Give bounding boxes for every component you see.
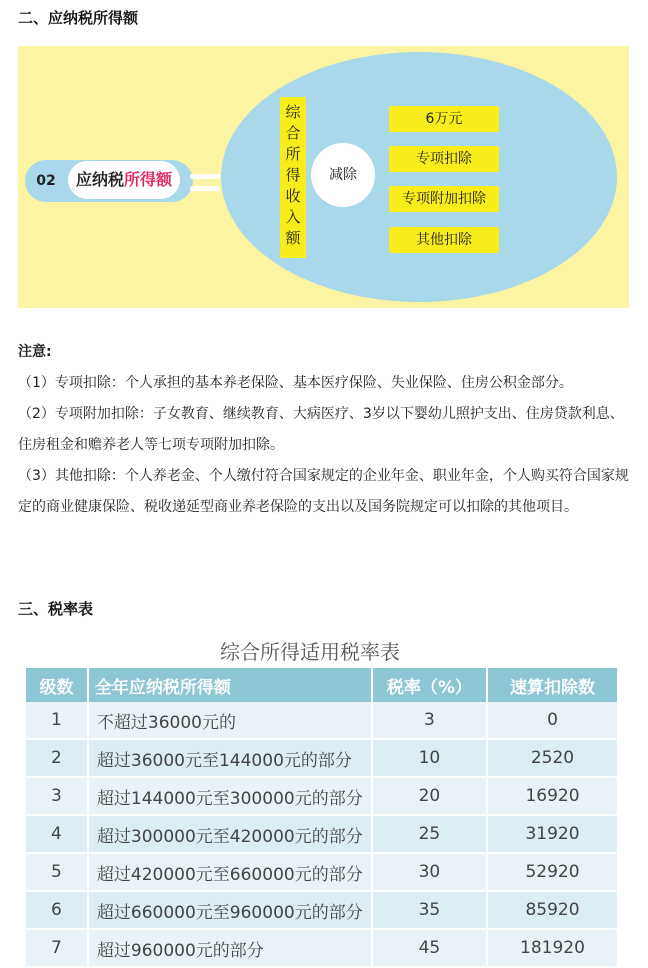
taxable-income-diagram (18, 46, 629, 308)
cell-quick-deduction: 181920 (487, 929, 618, 967)
cell-quick-deduction: 2520 (487, 739, 618, 777)
cell-level: 7 (26, 929, 88, 967)
header-range: 全年应纳税所得额 (88, 668, 372, 702)
header-level: 级数 (26, 668, 88, 702)
deduction-box: 专项扣除 (389, 146, 499, 172)
note-item: （3）其他扣除：个人养老金、个人缴付符合国家规定的企业年金、职业年金，个人购买符合国家规定的商业健康保险、税收递延型商业养老保险的支出以及国务院规定可以扣除的其他项目。 (18, 468, 629, 515)
cell-level: 6 (26, 891, 88, 929)
deduction-box: 6万元 (389, 106, 499, 132)
table-row (26, 777, 618, 815)
section-title-taxable-income: 二、应纳税所得额 (18, 9, 139, 27)
cell-level: 5 (26, 853, 88, 891)
cell-range: 不超过36000元的 (88, 702, 372, 739)
header-rate: 税率（%） (372, 668, 487, 702)
cell-range: 超过300000元至420000元的部分 (88, 815, 372, 853)
tax-rate-table (26, 668, 619, 968)
cell-rate: 30 (372, 853, 487, 891)
cell-quick-deduction: 31920 (487, 815, 618, 853)
table-row (26, 815, 618, 853)
vertical-char: 入 (285, 208, 301, 226)
notes-title: 注意: (18, 344, 52, 360)
equals-bar-top (190, 174, 220, 179)
notes-section (18, 337, 630, 523)
equals-bar-bottom (190, 186, 220, 191)
cell-range: 超过420000元至660000元的部分 (88, 853, 372, 891)
section-title-tax-rate: 三、税率表 (18, 600, 94, 618)
vertical-char: 得 (285, 166, 301, 184)
cell-rate: 35 (372, 891, 487, 929)
cell-level: 4 (26, 815, 88, 853)
comprehensive-income-box (280, 97, 306, 258)
table-row (26, 739, 618, 777)
tax-table-title: 综合所得适用税率表 (220, 640, 400, 664)
vertical-char: 收 (285, 187, 301, 205)
deduction-box: 专项附加扣除 (389, 186, 499, 212)
label-red: 所得额 (124, 170, 173, 189)
deduction-box: 其他扣除 (389, 227, 499, 253)
cell-quick-deduction: 52920 (487, 853, 618, 891)
label-black: 应纳税 (75, 170, 124, 189)
vertical-char: 综 (285, 103, 301, 121)
cell-range: 超过36000元至144000元的部分 (88, 739, 372, 777)
header-quick-deduction: 速算扣除数 (487, 668, 618, 702)
cell-range: 超过960000元的部分 (88, 929, 372, 967)
vertical-char: 合 (285, 124, 301, 142)
table-row (26, 929, 618, 967)
cell-rate: 20 (372, 777, 487, 815)
note-item: （2）专项附加扣除：子女教育、继续教育、大病医疗、3岁以下婴幼儿照护支出、住房贷款利息、住房租金和赡养老人等七项专项附加扣除。 (18, 406, 624, 453)
cell-range: 超过144000元至300000元的部分 (88, 777, 372, 815)
cell-rate: 3 (372, 702, 487, 739)
cell-quick-deduction: 16920 (487, 777, 618, 815)
item-number: 02 (29, 164, 63, 198)
cell-rate: 10 (372, 739, 487, 777)
cell-range: 超过660000元至960000元的部分 (88, 891, 372, 929)
cell-rate: 45 (372, 929, 487, 967)
cell-level: 2 (26, 739, 88, 777)
cell-level: 1 (26, 702, 88, 739)
taxable-income-label (68, 161, 180, 199)
cell-quick-deduction: 0 (487, 702, 618, 739)
cell-rate: 25 (372, 815, 487, 853)
vertical-char: 额 (285, 229, 301, 247)
table-row (26, 853, 618, 891)
cell-level: 3 (26, 777, 88, 815)
table-header-row (26, 668, 618, 702)
vertical-char: 所 (285, 145, 301, 163)
minus-circle: 减除 (311, 143, 375, 207)
note-item: （1）专项扣除：个人承担的基本养老保险、基本医疗保险、失业保险、住房公积金部分。 (18, 375, 573, 391)
table-row (26, 702, 618, 739)
cell-quick-deduction: 85920 (487, 891, 618, 929)
table-row (26, 891, 618, 929)
